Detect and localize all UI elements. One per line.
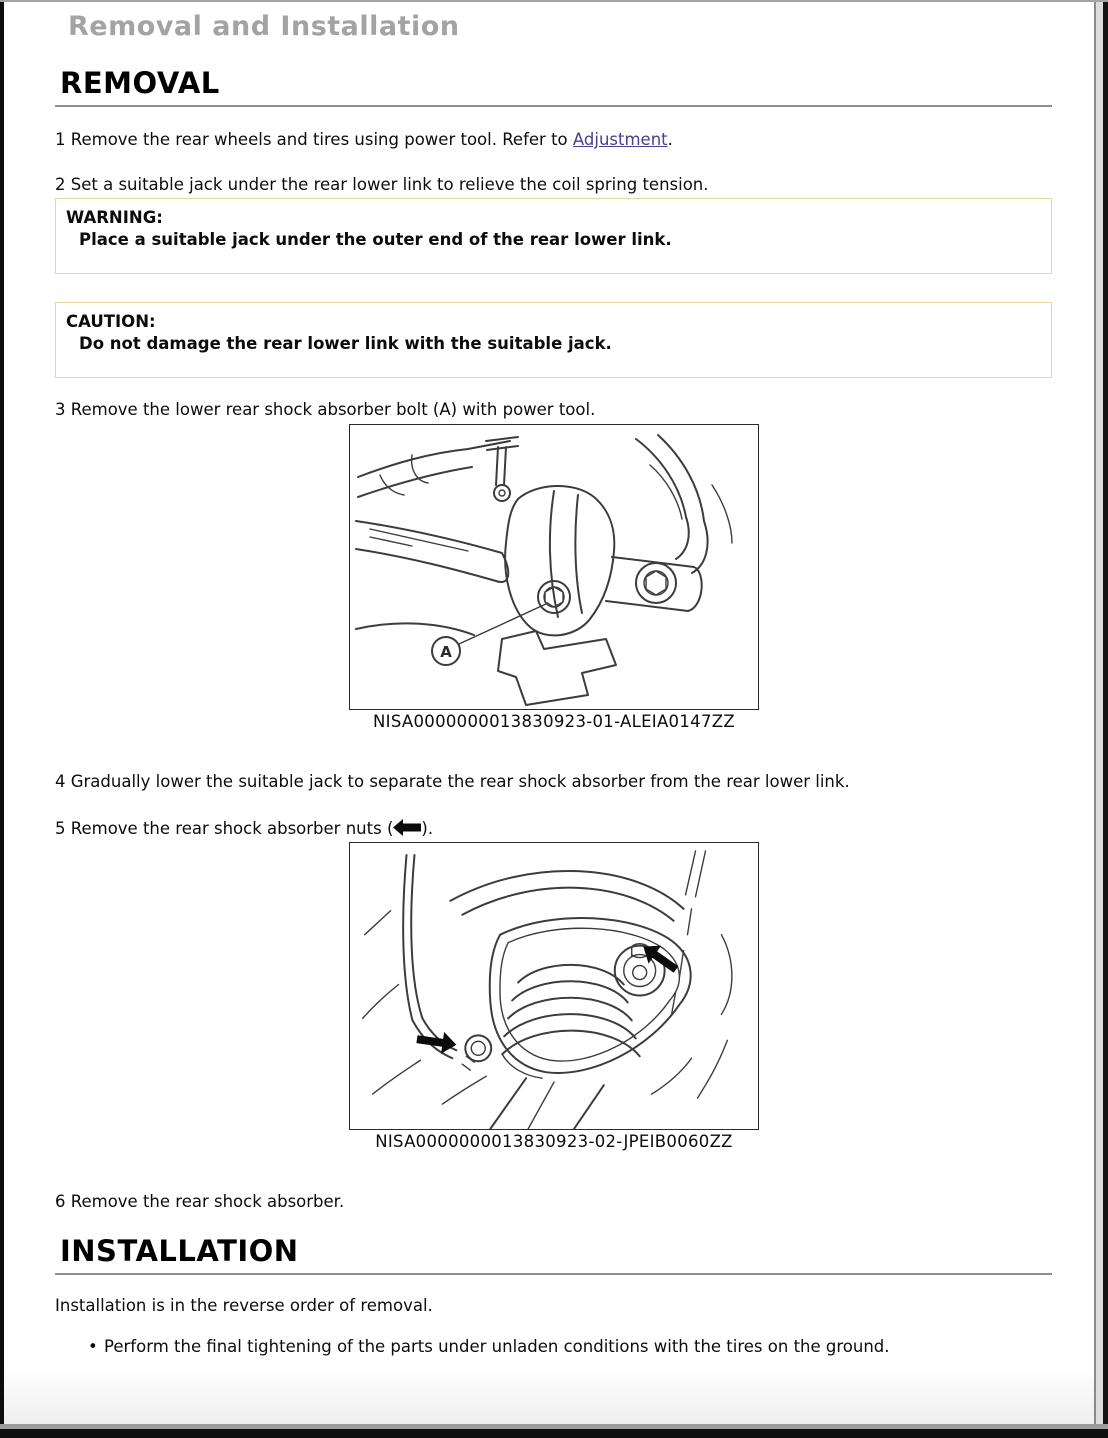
shock-top-lineart-illustration [350, 843, 758, 1129]
removal-heading: REMOVAL [60, 66, 220, 100]
figure-shock-absorber-nuts [349, 842, 759, 1130]
figure-1-label-a: A [440, 643, 452, 661]
figure-2-caption: NISA0000000013830923-02-JPEIB0060ZZ [375, 1132, 733, 1151]
step-6: 6 Remove the rear shock absorber. [55, 1192, 345, 1211]
adjustment-link[interactable]: Adjustment [572, 130, 668, 149]
step-1-text: 1 Remove the rear wheels and tires using power tool. Refer to [55, 130, 573, 149]
warning-box [55, 198, 1052, 274]
installation-bullet-text: Perform the final tightening of the parts under unladen conditions with the tires on the ground. [104, 1337, 890, 1356]
step-5-text: 5 Remove the rear shock absorber nuts ( [55, 819, 394, 838]
figure-1-caption: NISA0000000013830923-01-ALEIA0147ZZ [373, 712, 735, 731]
step-1-period: . [667, 130, 673, 149]
window-top-edge [0, 0, 1108, 2]
scrollbar-track[interactable] [1094, 2, 1108, 1429]
caution-box [55, 302, 1052, 378]
suspension-lineart-illustration [350, 425, 758, 709]
warning-text: Place a suitable jack under the outer end of the rear lower link. [79, 230, 672, 249]
nut-arrow-lower-left [415, 1028, 458, 1055]
warning-label: WARNING: [66, 208, 163, 227]
page-title: Removal and Installation [68, 11, 460, 42]
step-5-period: ). [421, 819, 434, 838]
bullet-dot: • [88, 1337, 98, 1356]
step-1 [55, 130, 1052, 150]
installation-heading: INSTALLATION [60, 1234, 299, 1268]
step-4: 4 Gradually lower the suitable jack to separate the rear shock absorber from the rear lower link. [55, 772, 850, 791]
figure-shock-absorber-bolt [349, 424, 759, 710]
left-arrow-icon [393, 819, 421, 836]
step-2: 2 Set a suitable jack under the rear lower link to relieve the coil spring tension. [55, 175, 709, 194]
window-bottom-black-bar [0, 1429, 1108, 1438]
step-5 [55, 819, 1052, 839]
installation-divider [55, 1273, 1052, 1275]
caution-label: CAUTION: [66, 312, 156, 331]
installation-bullet [55, 1337, 1052, 1357]
installation-intro: Installation is in the reverse order of removal. [55, 1296, 433, 1315]
window-left-edge [0, 0, 4, 1438]
caution-text: Do not damage the rear lower link with the suitable jack. [79, 334, 612, 353]
removal-divider [55, 105, 1052, 107]
page-content [4, 2, 1094, 1424]
step-3: 3 Remove the lower rear shock absorber bolt (A) with power tool. [55, 400, 596, 419]
